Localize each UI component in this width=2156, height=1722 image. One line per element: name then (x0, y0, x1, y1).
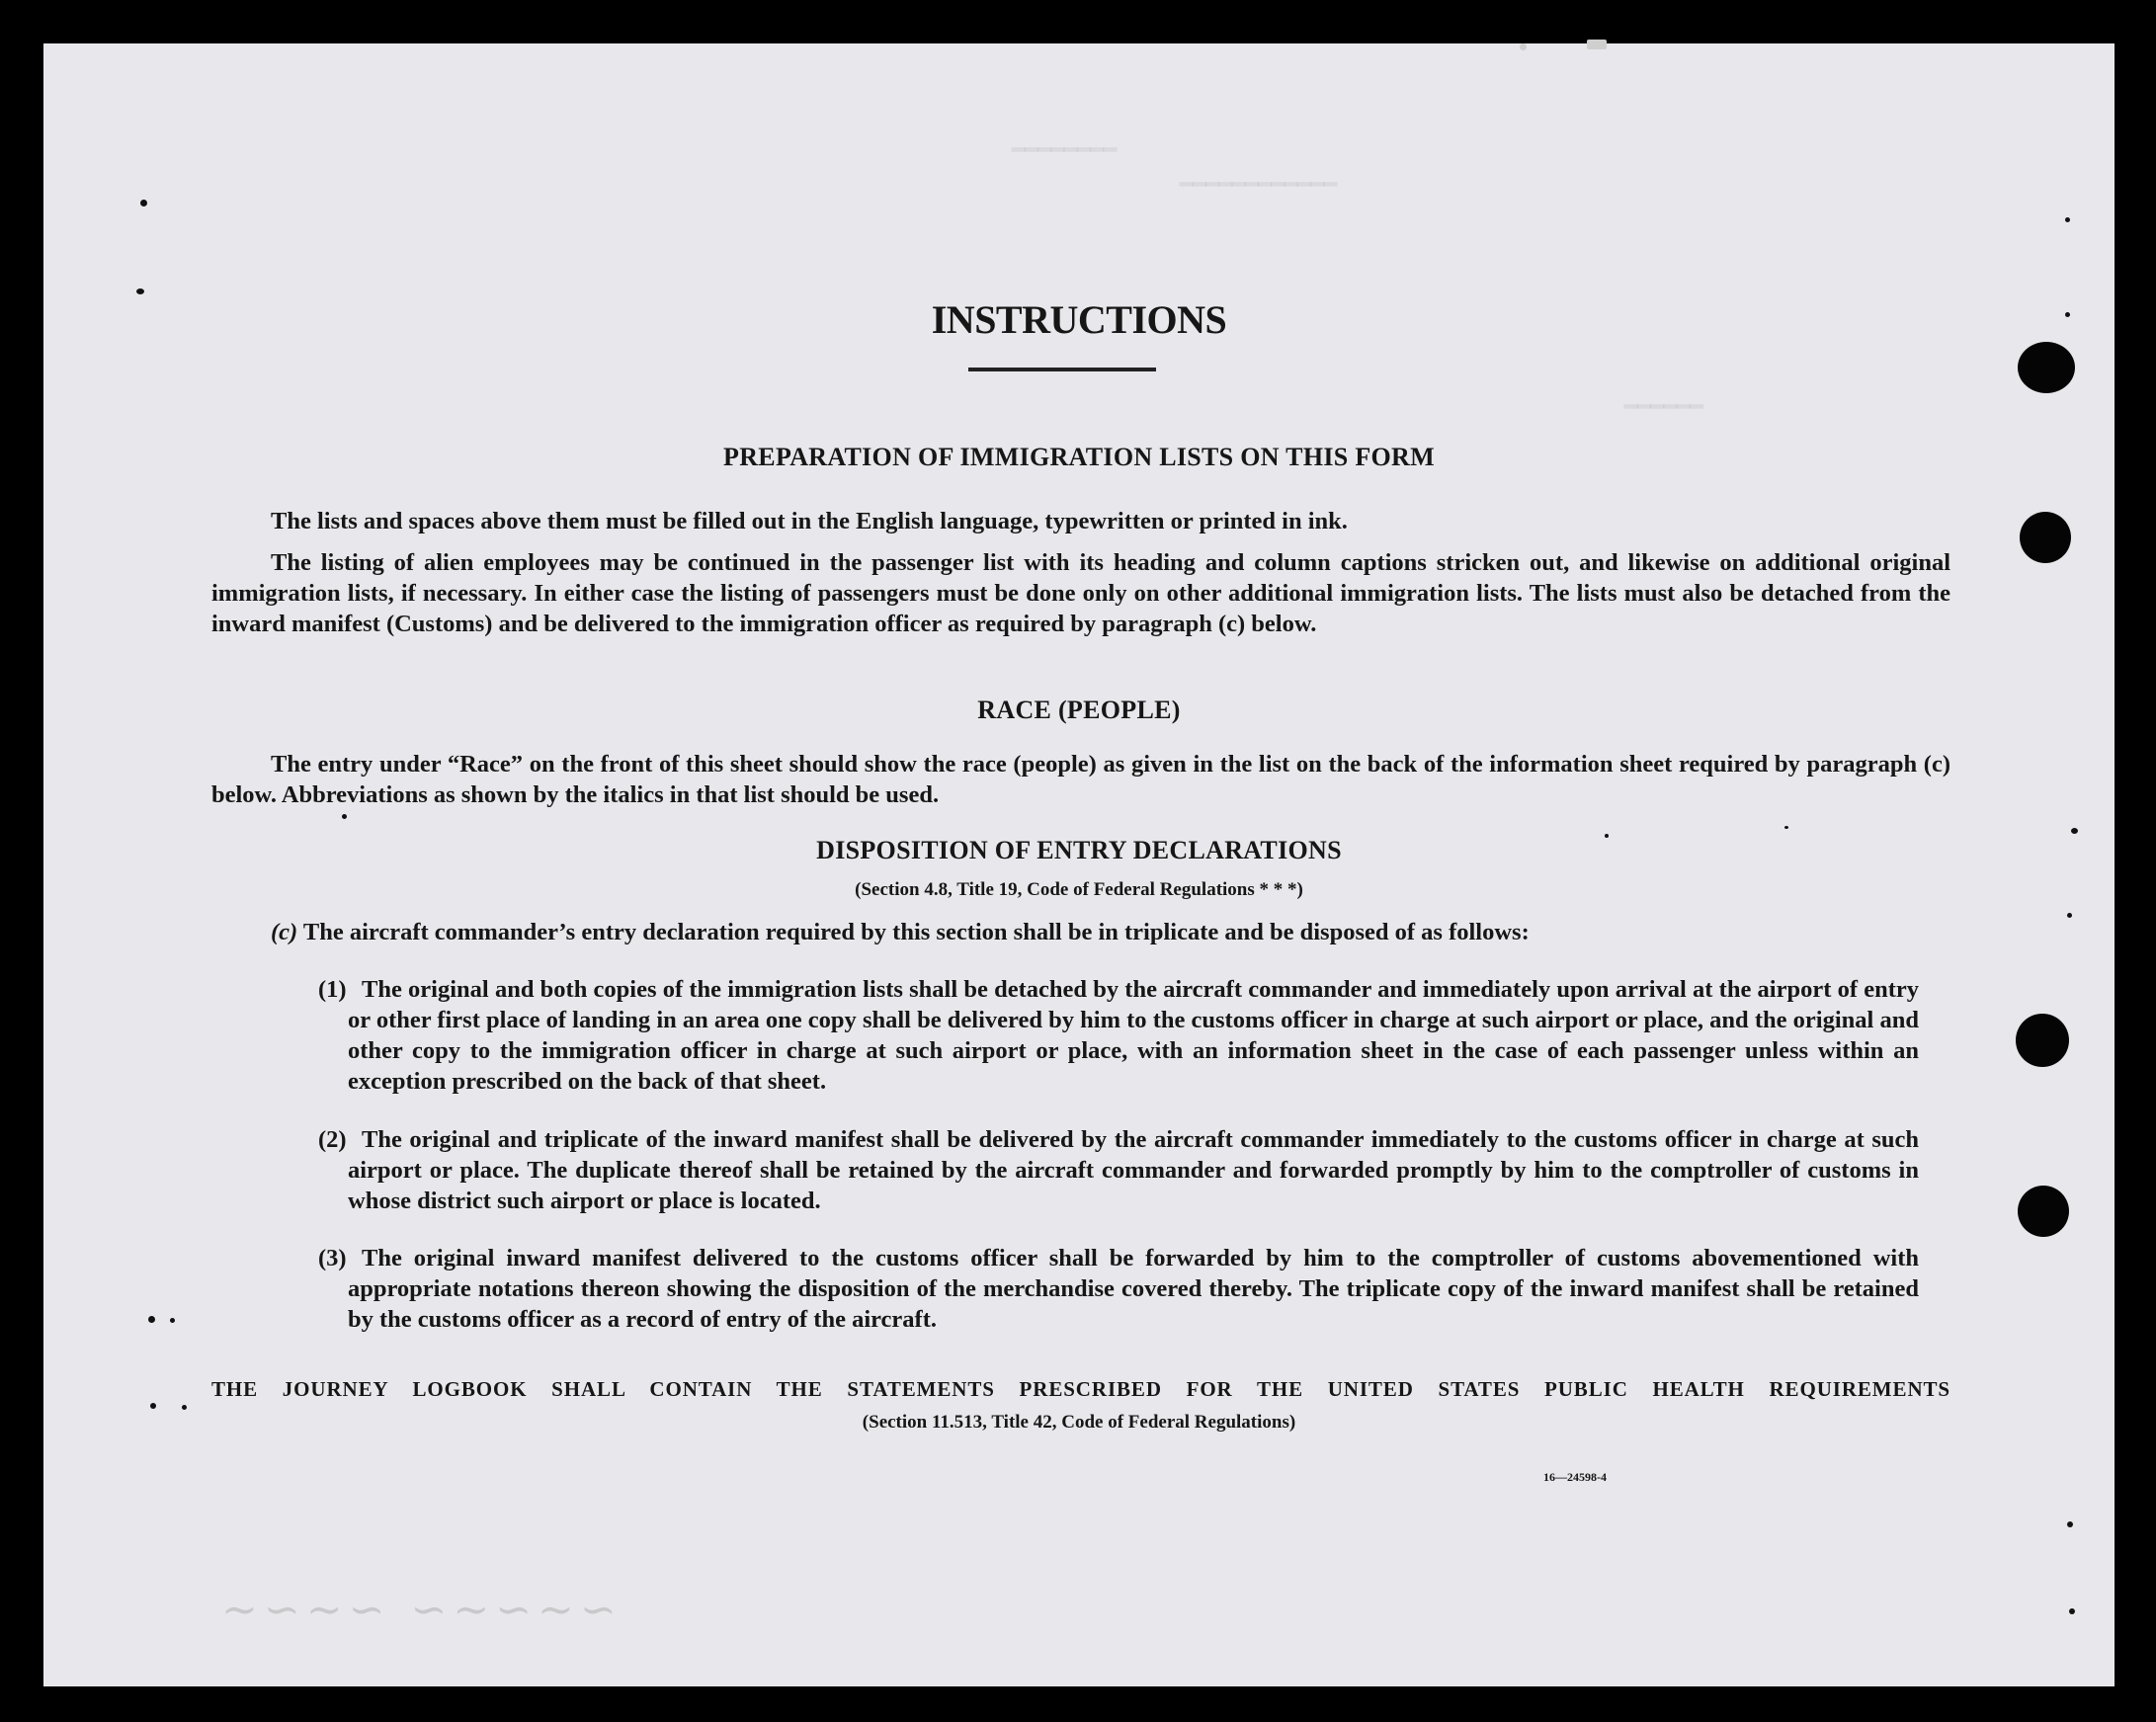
dust-speck (136, 288, 144, 294)
intro-paragraph-c (271, 917, 1530, 947)
dust-speck (1605, 834, 1609, 838)
dust-speck (140, 200, 147, 206)
bleed-through-mark: ━━━━━━━━━━━━ (1180, 172, 1337, 197)
punch-hole (2020, 512, 2071, 563)
section-citation: (Section 4.8, Title 19, Code of Federal Regulations * * *) (855, 879, 1303, 900)
bleed-through-mark: ━━━━━━ (1624, 394, 1703, 419)
intro-text: The aircraft commander’s entry declaration required by this section shall be in triplicate and be disposed of as follows: (302, 919, 1530, 945)
section-heading-race: RACE (PEOPLE) (977, 696, 1181, 724)
section-heading-preparation: PREPARATION OF IMMIGRATION LISTS ON THIS FORM (723, 443, 1435, 471)
edge-artifact (1520, 43, 1527, 50)
list-item (318, 1243, 1919, 1335)
paragraph-lists-language: The lists and spaces above them must be filled out in the English language, typewritten or printed in ink. (271, 508, 1348, 534)
paragraph-alien-employees: The listing of alien employees may be continued in the passenger list with its heading and column captions stricken out, and likewise on additional original immigration lists, if necessary. In either case the listing of passengers must be done only on other additional immigration lists. The lists must also be detached from the inward manifest (Customs) and be delivered to the immigration officer as required by paragraph (c) below. (211, 549, 1950, 637)
pencil-annotation: ∼∽∼∽ ∽∼∽∼∽ (221, 1585, 622, 1635)
dust-speck (342, 814, 347, 819)
paragraph-race-entry: The entry under “Race” on the front of this sheet should show the race (people) as given in the list on the back of the information sheet required by paragraph (c) below. Abbreviations as shown by the italics in that list should be used. (211, 751, 1950, 808)
dust-speck (2065, 217, 2070, 222)
punch-hole (2018, 342, 2075, 393)
list-item-label: (2) (318, 1126, 347, 1153)
dust-speck (2071, 828, 2078, 834)
list-item-label: (1) (318, 976, 347, 1003)
dust-speck (150, 1403, 156, 1409)
dust-speck (182, 1405, 187, 1410)
dust-speck (2065, 312, 2070, 317)
dust-speck (2069, 1608, 2075, 1614)
health-requirements-statement: THE JOURNEY LOGBOOK SHALL CONTAIN THE STATEMENTS PRESCRIBED FOR THE UNITED STATES PUBLIC HEALTH REQUIREMENTS (211, 1377, 1950, 1401)
punch-hole (2016, 1014, 2069, 1067)
section-heading-disposition: DISPOSITION OF ENTRY DECLARATIONS (816, 836, 1342, 864)
page-title: INSTRUCTIONS (931, 297, 1227, 342)
list-item-text: The original and both copies of the immigration lists shall be detached by the aircraft commander and immediately upon arrival at the airport of entry or other first place of landing in an area one copy shall be delivered by him to the customs officer in charge at such airport or place, and the original and other copy to the immigration officer in charge at such airport or place, with an information sheet in the case of each passenger unless within an exception prescribed on the back of that sheet. (348, 976, 1919, 1095)
punch-hole (2018, 1186, 2069, 1237)
dust-speck (170, 1318, 175, 1323)
dust-speck (2067, 913, 2072, 918)
paper-sheet (43, 43, 2115, 1686)
list-item-text: The original inward manifest delivered to the customs officer shall be forwarded by him to the comptroller of customs abovementioned with appropriate notations thereon showing the disposition of the merchandise covered thereby. The triplicate copy of the inward manifest shall be retained by the customs officer as a record of entry of the aircraft. (348, 1245, 1919, 1333)
edge-artifact (1587, 40, 1607, 49)
list-item-label: (3) (318, 1245, 347, 1271)
list-item (318, 974, 1919, 1097)
list-item-text: The original and triplicate of the inward manifest shall be delivered by the aircraft commander immediately to the customs officer in charge at such airport or place. The duplicate thereof shall be retained by the aircraft commander and forwarded promptly by him to the comptroller of customs in whose district such airport or place is located. (348, 1126, 1919, 1214)
list-item (318, 1124, 1919, 1216)
title-underline (968, 368, 1156, 371)
health-citation: (Section 11.513, Title 42, Code of Federal Regulations) (862, 1412, 1296, 1433)
form-number: 16—24598-4 (1543, 1470, 1607, 1484)
dust-speck (148, 1316, 155, 1323)
bleed-through-mark: ━━━━━━━━ (1012, 137, 1117, 162)
dust-speck (1784, 826, 1788, 829)
dust-speck (2067, 1521, 2073, 1527)
intro-label: (c) (271, 919, 298, 945)
